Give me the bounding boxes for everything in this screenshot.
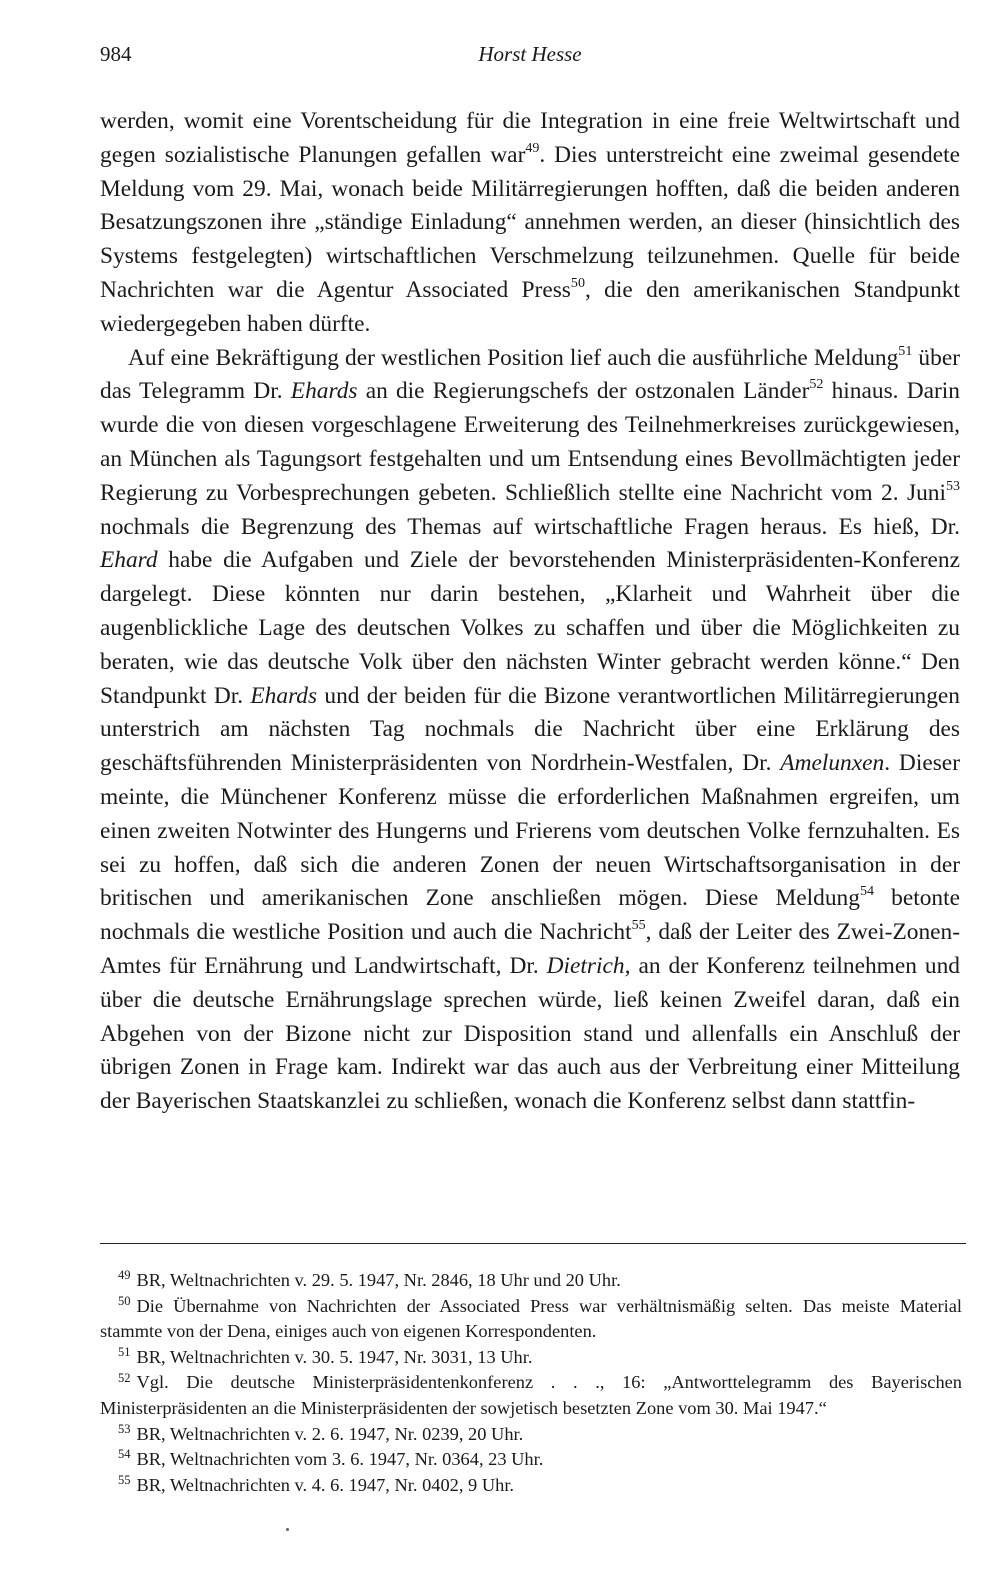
footnote-ref: 55 bbox=[631, 917, 646, 934]
footnote-ref: 49 bbox=[525, 139, 540, 156]
page-number: 984 bbox=[100, 42, 132, 66]
text-run: hinaus. Darin wurde die von diesen vorgeschlagene Erweiterung des Teilnehmerkreises zurückgewiesen, an München als Tagungsort festgehalten und um Entsendung eines Bevollmächtigten jeder Regierung zu Vorbesprechungen gebeten. Schließlich stellte eine Nachricht vom 2. Juni bbox=[100, 378, 960, 506]
text-run: und der beiden für die Bizone verantwortlichen Militärregierungen unterstrich am nächsten Tag nochmals die Nachricht über eine Erklärung des geschäftsführenden Ministerpräsidenten von Nordrhein-Westfalen, Dr. bbox=[100, 682, 960, 777]
footnote bbox=[100, 1268, 962, 1294]
text-run: , die den amerikanischen Standpunkt wiedergegeben haben dürfte. bbox=[100, 276, 960, 337]
text-run: . Dies unterstreicht eine zweimal gesendete Meldung vom 29. Mai, wonach beide Militärregierungen hofften, daß die beiden anderen Besatzungszonen ihre „ständige Einladung“ annehmen werden, an dieser (hinsichtlich des Systems festgelegten) wirtschaftlichen Verschmelzung teilzunehmen. Quelle für beide Nachrichten war die Agentur Associated Press bbox=[100, 141, 960, 303]
paragraph bbox=[100, 342, 960, 1119]
footnote-text: BR, Weltnachrichten vom 3. 6. 1947, Nr. 0364, 23 Uhr. bbox=[136, 1449, 544, 1470]
paragraph bbox=[100, 105, 960, 342]
footnote-divider bbox=[100, 1243, 966, 1244]
page-header bbox=[100, 42, 960, 72]
footnote-mark: 50 bbox=[118, 1293, 131, 1308]
text-run: habe die Aufgaben und Ziele der bevorstehenden Ministerpräsidenten-Konferenz dargelegt. Diese könnten nur darin bestehen, „Klarheit und Wahrheit über die augenblickliche Lage des deutschen Volkes zu schaffen und über die Möglichkeiten zu beraten, wie das deutsche Volk über den nächsten Winter gebracht werden könne.“ Den Standpunkt Dr. bbox=[100, 547, 960, 709]
text-run: , daß der Leiter des Zwei-Zonen-Amtes für Ernährung und Landwirtschaft, Dr. bbox=[100, 919, 961, 979]
footnote bbox=[100, 1345, 962, 1371]
footnote bbox=[100, 1447, 962, 1473]
footnote-ref: 54 bbox=[859, 883, 874, 900]
footnote-mark: 53 bbox=[118, 1421, 131, 1436]
text-run: . Dieser meinte, die Münchener Konferenz müsse die erforderlichen Maßnahmen ergreifen, um einen zweiten Notwinter des Hungerns und Frierens vom deutschen Volke fernzuhalten. Es sei zu hoffen, daß sich die anderen Zonen der neuen Wirtschaftsorganisation in der britischen und amerikanischen Zone anschließen mögen. Diese Meldung bbox=[100, 750, 960, 912]
text-run: Auf eine Bekräftigung der westlichen Position lief auch die ausführliche Meldung bbox=[128, 344, 899, 371]
text-run: betonte nochmals die westliche Position und auch die Nachricht bbox=[100, 885, 960, 946]
person-name: Dietrich, bbox=[546, 952, 631, 979]
text-run: werden, womit eine Vorentscheidung für die Integration in eine freie Weltwirtschaft und gegen sozialistische Planungen gefallen war bbox=[100, 108, 960, 168]
scan-speck bbox=[286, 1528, 289, 1531]
footnote-mark: 55 bbox=[118, 1472, 131, 1487]
person-name: Amelunxen bbox=[780, 750, 885, 777]
footnote-text: Die Übernahme von Nachrichten der Associated Press war verhältnismäßig selten. Das meiste Material stammte von der Dena, einiges auch von eigenen Korrespondenten. bbox=[100, 1295, 962, 1342]
text-run: über das Telegramm Dr. bbox=[100, 344, 960, 405]
text-run: an der Konferenz teilnehmen und über die deutsche Ernährungslage sprechen würde, ließ keinen Zweifel daran, daß ein Abgehen von der Bizone nicht zur Disposition stand und allenfalls ein Anschluß der übrigen Zonen in Frage kam. Indirekt war das auch aus der Verbreitung einer Mitteilung der Bayerischen Staatskanzlei zu schließen, wonach die Konferenz selbst dann stattfin- bbox=[100, 952, 960, 1115]
footnote-mark: 52 bbox=[118, 1370, 131, 1385]
footnotes bbox=[100, 1268, 962, 1498]
person-name: Ehards bbox=[290, 378, 358, 405]
footnote-mark: 54 bbox=[118, 1447, 131, 1462]
footnote-ref: 50 bbox=[570, 274, 585, 291]
footnote bbox=[100, 1370, 962, 1421]
footnote-mark: 49 bbox=[118, 1268, 131, 1283]
text-run: an die Regierungschefs der ostzonalen Länder bbox=[357, 378, 810, 405]
footnote-mark: 51 bbox=[118, 1344, 131, 1359]
person-name: Ehards bbox=[250, 682, 318, 709]
footnote-ref: 52 bbox=[809, 376, 824, 393]
footnote bbox=[100, 1294, 962, 1345]
person-name: Ehard bbox=[100, 547, 158, 574]
footnote bbox=[100, 1473, 962, 1499]
footnote-text: BR, Weltnachrichten v. 2. 6. 1947, Nr. 0239, 20 Uhr. bbox=[136, 1423, 524, 1444]
running-head: Horst Hesse bbox=[478, 42, 582, 66]
footnote-text: BR, Weltnachrichten v. 29. 5. 1947, Nr. 2846, 18 Uhr und 20 Uhr. bbox=[136, 1270, 621, 1290]
footnote-text: Vgl. Die deutsche Ministerpräsidentenkonferenz . . ., 16: „Antworttelegramm des Bayerischen Ministerpräsidenten an die Ministerpräsidenten der sowjetisch besetzten Zone vom 30. Mai 1947.“ bbox=[100, 1372, 962, 1418]
footnote bbox=[100, 1422, 962, 1448]
text-run: nochmals die Begrenzung des Themas auf wirtschaftliche Fragen heraus. Es hieß, Dr. bbox=[100, 513, 960, 540]
footnote-ref: 51 bbox=[898, 342, 913, 359]
footnote-text: BR, Weltnachrichten v. 4. 6. 1947, Nr. 0402, 9 Uhr. bbox=[136, 1474, 515, 1495]
footnote-text: BR, Weltnachrichten v. 30. 5. 1947, Nr. 3031, 13 Uhr. bbox=[136, 1346, 533, 1367]
footnote-ref: 53 bbox=[945, 477, 960, 494]
body-text bbox=[100, 105, 960, 1119]
